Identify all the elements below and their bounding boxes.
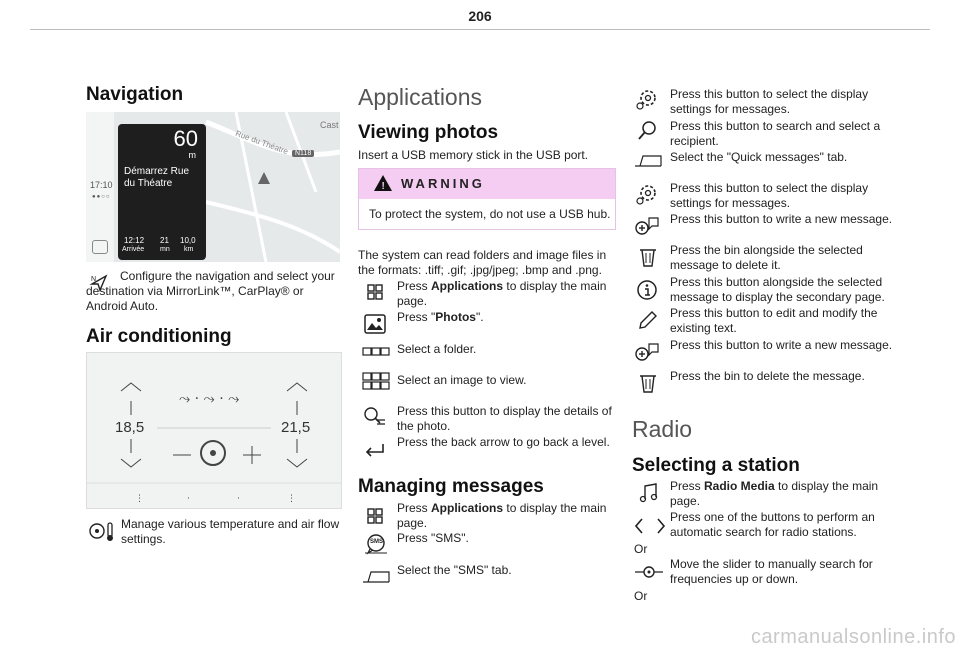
svg-text:·: · xyxy=(237,494,240,504)
quick-messages-tab-icon xyxy=(634,150,662,172)
street-line-1: Démarrez Rue xyxy=(124,166,190,177)
text-prefix: Press " xyxy=(397,310,436,324)
photos-icon xyxy=(363,312,387,336)
display-settings-text-2: Press this button to select the display settings for messages. xyxy=(670,181,869,210)
sms-icon xyxy=(363,533,389,555)
applications-grid-icon xyxy=(364,281,386,303)
applications-title: Applications xyxy=(358,84,483,110)
press-photos-text xyxy=(397,310,484,325)
right-temperature: 21,5 xyxy=(281,419,311,436)
select-folder-text: Select a folder. xyxy=(397,342,477,356)
slider-text: Move the slider to manually search for frequencies up or down. xyxy=(670,557,873,586)
climate-screenshot xyxy=(86,352,342,509)
select-sms-tab-text: Select the "SMS" tab. xyxy=(397,563,512,577)
navigation-title: Navigation xyxy=(86,84,184,105)
press-sms-text: Press "SMS". xyxy=(397,531,469,545)
nav-clock: 17:10 xyxy=(90,180,113,190)
applications-bold-label: Applications xyxy=(431,279,504,293)
text-prefix: Press xyxy=(397,279,432,293)
text-prefix: Press xyxy=(397,501,432,515)
svg-text:·: · xyxy=(187,494,190,504)
search-icon xyxy=(636,120,658,142)
speed-unit: m xyxy=(188,150,196,160)
radio-title: Radio xyxy=(632,416,693,442)
info-icon xyxy=(636,279,658,301)
map-place-label: Cast xyxy=(320,120,339,130)
arrival-time: 12:12 xyxy=(124,236,145,245)
svg-text:⤳ · ⤳ · ⤳: ⤳ · ⤳ · ⤳ xyxy=(179,391,240,407)
text-suffix: to display the main page. xyxy=(670,479,879,508)
edit-text: Press this button to edit and modify the existing text. xyxy=(670,306,878,335)
text-suffix: to display the main page. xyxy=(397,501,607,530)
navigation-screenshot xyxy=(86,112,340,262)
fan-temperature-icon xyxy=(88,520,116,542)
display-settings-icon-2 xyxy=(636,183,658,205)
distance-value: 10,0 xyxy=(180,236,196,245)
write-new-text-2: Press this button to write a new message. xyxy=(670,338,893,352)
quick-messages-text: Select the "Quick messages" tab. xyxy=(670,150,848,164)
search-recipient-text: Press this button to search and select a recipient. xyxy=(670,119,881,148)
signal-dots-icon: ●●○○ xyxy=(92,194,111,200)
image-grid-icon xyxy=(362,370,390,392)
arrival-label: Arrivée xyxy=(122,246,145,253)
press-applications-text-2 xyxy=(397,501,617,531)
air-description: Manage various temperature and air flow settings. xyxy=(121,517,340,546)
write-new-text-1: Press this button to write a new message. xyxy=(670,212,893,226)
press-applications-text xyxy=(397,279,617,309)
formats-text: The system can read folders and image files in the formats: .tiff; .gif; .jpg/jpeg; .bmp and .png. xyxy=(358,248,607,277)
bin-alongside-text: Press the bin alongside the selected message to delete it. xyxy=(670,243,863,272)
sms-icon-label: SMS xyxy=(370,539,384,545)
write-message-icon-2 xyxy=(635,341,659,363)
map-route-badge: N118 xyxy=(292,150,314,157)
warning-triangle-icon xyxy=(373,174,393,192)
info-alongside-text: Press this button alongside the selected message to display the secondary page. xyxy=(670,275,885,304)
left-temperature: 18,5 xyxy=(115,419,145,436)
warning-text: To protect the system, do not use a USB hub. xyxy=(369,207,611,221)
svg-text:!: ! xyxy=(381,181,385,192)
usb-instruction: Insert a USB memory stick in the USB port. xyxy=(358,148,589,162)
header-rule xyxy=(30,29,930,30)
back-arrow-text: Press the back arrow to go back a level. xyxy=(397,435,610,449)
viewing-photos-title: Viewing photos xyxy=(358,122,499,143)
pencil-icon xyxy=(636,310,658,332)
air-conditioning-title: Air conditioning xyxy=(86,326,232,347)
folder-view-icon xyxy=(362,340,390,362)
text-prefix: Press xyxy=(670,479,705,493)
speed-value: 60 xyxy=(173,126,198,151)
distance-unit: km xyxy=(184,246,194,253)
page-number: 206 xyxy=(468,8,492,24)
music-note-icon xyxy=(638,482,660,504)
map-road-label: Rue du Théatre xyxy=(234,128,290,157)
automatic-search-text: Press one of the buttons to perform an automatic search for radio stations. xyxy=(670,510,875,539)
select-image-text: Select an image to view. xyxy=(397,373,527,387)
managing-messages-title: Managing messages xyxy=(358,476,544,497)
applications-grid-icon-2 xyxy=(364,505,386,527)
svg-text:⋮: ⋮ xyxy=(135,494,144,504)
svg-text:N: N xyxy=(91,276,97,283)
back-arrow-icon xyxy=(363,440,385,462)
tab-shape-icon xyxy=(362,566,390,588)
svg-text:⋮: ⋮ xyxy=(287,494,296,504)
or-text-1: Or xyxy=(634,542,648,556)
warning-box xyxy=(358,168,616,230)
slider-icon xyxy=(634,561,664,583)
warning-label: WARNING xyxy=(401,176,485,191)
street-name xyxy=(124,166,189,190)
nav-guidance-card xyxy=(118,124,206,260)
bin-icon xyxy=(637,246,659,268)
bin-delete-text: Press the bin to delete the message. xyxy=(670,369,865,383)
watermark: carmanualsonline.info xyxy=(750,626,956,648)
duration-unit: mn xyxy=(160,246,170,253)
selecting-station-title: Selecting a station xyxy=(632,455,800,476)
photos-bold-label: Photos xyxy=(435,310,476,324)
nav-description: Configure the navigation and select your destination via MirrorLink™, CarPlay® or Android Auto. xyxy=(86,269,335,313)
search-chevrons-icon xyxy=(634,515,666,537)
bin-icon-2 xyxy=(637,372,659,394)
warning-header xyxy=(359,169,615,199)
text-suffix: to display the main page. xyxy=(397,279,607,308)
details-icon xyxy=(363,406,385,428)
duration-value: 21 xyxy=(160,236,169,245)
text-suffix: ". xyxy=(475,310,484,324)
display-settings-icon xyxy=(636,88,658,110)
applications-bold-label: Applications xyxy=(431,501,504,515)
press-radio-media-text xyxy=(670,479,890,509)
display-settings-text-1: Press this button to select the display settings for messages. xyxy=(670,87,869,116)
or-text-2: Or xyxy=(634,589,648,603)
street-line-2: du Théatre xyxy=(124,178,173,189)
details-text: Press this button to display the details of the photo. xyxy=(397,404,612,433)
write-message-icon xyxy=(635,215,659,237)
radio-media-bold-label: Radio Media xyxy=(704,479,775,493)
